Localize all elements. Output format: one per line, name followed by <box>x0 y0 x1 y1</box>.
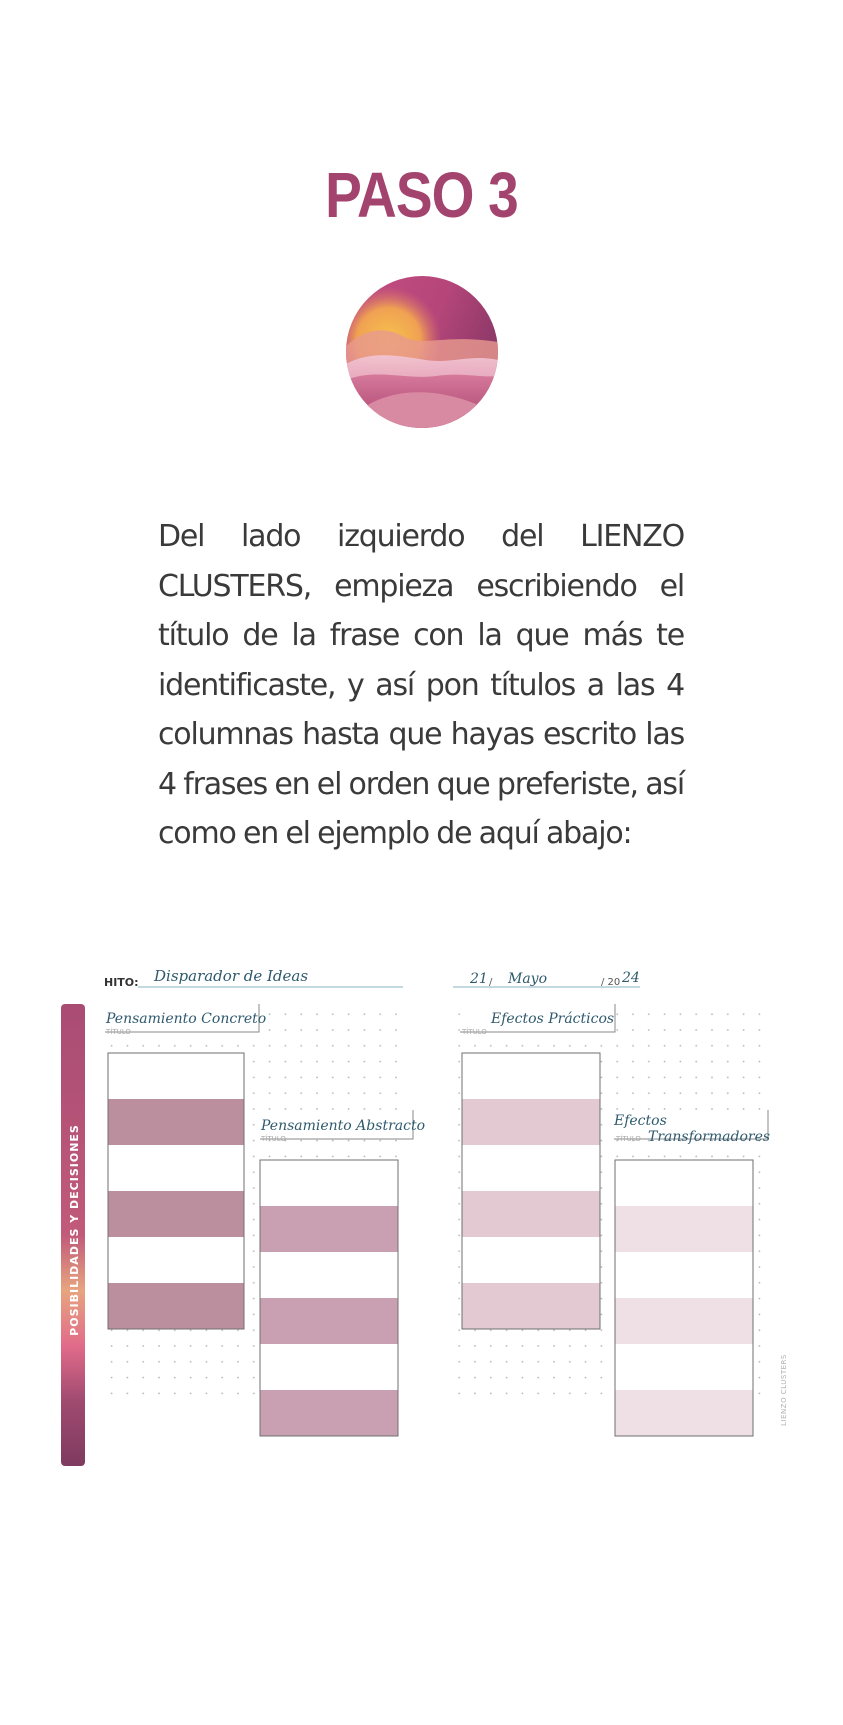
hito-label: HITO: <box>104 976 139 989</box>
column-1-cells <box>108 1053 244 1329</box>
column-1-title: Pensamiento Concreto <box>106 1011 267 1027</box>
sunset-illustration <box>346 276 498 428</box>
date-day: 21 <box>470 971 488 987</box>
column-4-title-label: TÍTULO <box>616 1135 641 1143</box>
column-1-title-label: TÍTULO <box>106 1028 131 1036</box>
hito-value: Disparador de Ideas <box>154 967 309 985</box>
column-3-title: Efectos Prácticos <box>491 1011 615 1027</box>
date-year-prefix: / 20 <box>601 977 621 988</box>
column-2-title-label: TÍTULO <box>261 1135 286 1143</box>
footer-label: LIENZO CLUSTERS <box>780 1354 788 1426</box>
column-4-title-line2: Transformadores <box>648 1129 771 1145</box>
instructions-paragraph: Del lado izquierdo del LIENZO CLUSTERS, empieza escribiendo el título de la frase con la que más te identificaste, y así pon títulos a las 4 columnas hasta que hayas escrito las 4 frases en el orden que preferiste, así como en el ejemplo de aquí abajo: <box>158 519 684 851</box>
date-month: Mayo <box>508 971 548 987</box>
column-3-cells <box>462 1053 600 1329</box>
column-4-title-line1: Efectos <box>614 1113 667 1129</box>
side-tab-label: POSIBILIDADES Y DECISIONES <box>68 1124 81 1336</box>
column-2-cells <box>260 1160 398 1436</box>
column-2-title: Pensamiento Abstracto <box>261 1118 426 1134</box>
lienzo-clusters-example <box>0 950 843 1470</box>
date-year: 24 <box>622 970 640 986</box>
date-separator: / <box>489 977 493 988</box>
page-title: PASO 3 <box>325 159 518 231</box>
column-4-cells <box>615 1160 753 1436</box>
column-3-title-label: TÍTULO <box>462 1028 487 1036</box>
